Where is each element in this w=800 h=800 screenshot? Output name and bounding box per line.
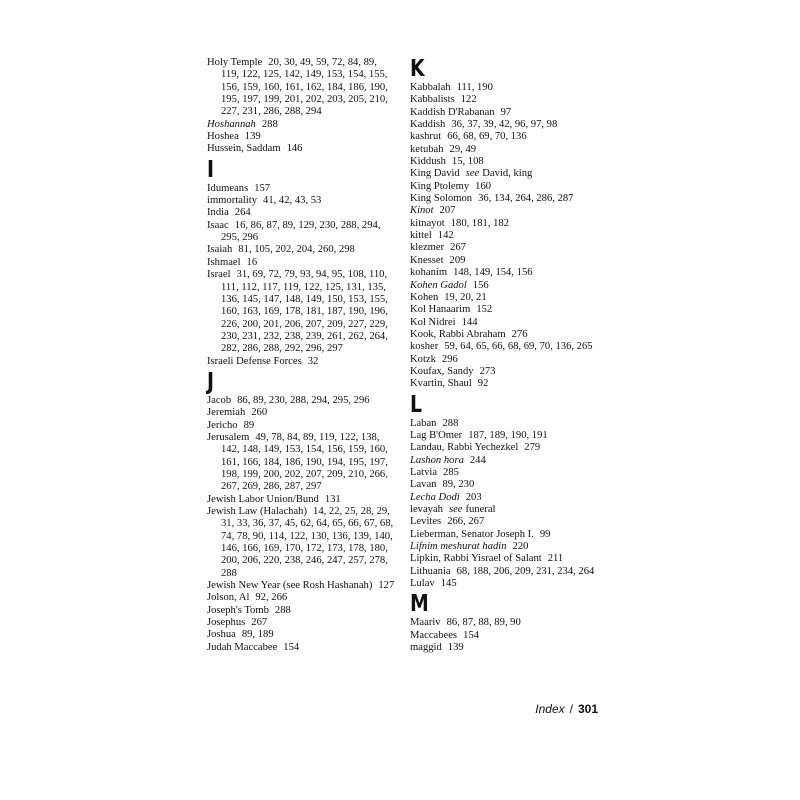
- page-references: 15, 108: [451, 156, 484, 168]
- page-references: 276: [511, 328, 528, 340]
- index-term: Israel: [207, 269, 231, 281]
- index-term: klezmer: [410, 242, 445, 254]
- page-references: 41, 42, 43, 53: [263, 195, 322, 207]
- page-references: 148, 149, 154, 156: [453, 267, 533, 279]
- index-entry: [410, 230, 610, 242]
- index-entry: [410, 467, 610, 479]
- index-entry: [207, 119, 397, 131]
- index-entry: [410, 642, 610, 654]
- page-references: 296: [441, 353, 458, 365]
- page-references: 92, 266: [255, 592, 288, 604]
- index-entry: [207, 57, 397, 119]
- index-term: Isaac: [207, 219, 229, 231]
- index-term: Hoshannah: [207, 118, 256, 130]
- index-term: Kiddush: [410, 156, 446, 168]
- index-entry: [410, 430, 610, 442]
- page-references: 288: [261, 118, 278, 130]
- index-entry: [410, 354, 610, 366]
- index-term: Kohen: [410, 291, 439, 303]
- page-references: 31, 69, 72, 79, 93, 94, 95, 108, 110, 111, 112, 117, 119, 122, 125, 131, 135, 136, 145, 147, 148, 149, 150, 153, 155, 160, 163, 169, 178, 181, 187, 190, 196, 226, 200, 201, 206, 207, 209, 227, 229, 230, 231, 232, 238, 239, 261, 262, 264, 282, 286, 288, 292, 296, 297: [221, 269, 388, 355]
- index-entry: [410, 516, 610, 528]
- section-letter: M: [410, 591, 429, 618]
- index-term: Kohen Gadol: [410, 279, 467, 291]
- index-term: Hussein, Saddam: [207, 143, 281, 155]
- index-entry: [207, 494, 397, 506]
- index-term: Kabbalists: [410, 94, 455, 106]
- page-references: 139: [447, 642, 464, 654]
- index-term: Maccabees: [410, 629, 458, 641]
- index-term: King Ptolemy: [410, 180, 470, 192]
- index-term: Judah Maccabee: [207, 641, 278, 653]
- index-entry: [410, 329, 610, 341]
- page-references: 144: [461, 316, 478, 328]
- index-term: immortality: [207, 195, 258, 207]
- index-entry: [207, 617, 397, 629]
- index-term: maggid: [410, 642, 442, 654]
- index-entry: [207, 642, 397, 654]
- index-term: Isaiah: [207, 244, 233, 256]
- index-entry: [207, 592, 397, 604]
- index-term: kashrut: [410, 131, 442, 143]
- section-letter: J: [207, 368, 215, 395]
- index-entry: [410, 566, 610, 578]
- page-references: 29, 49: [449, 143, 477, 155]
- index-term: Ishmael: [207, 256, 241, 268]
- index-entry: [410, 181, 610, 193]
- index-entry: [410, 218, 610, 230]
- page-references: 81, 105, 202, 204, 260, 298: [238, 244, 355, 256]
- page-references: 203: [465, 491, 482, 503]
- index-entry: [410, 107, 610, 119]
- page-references: 19, 20, 21: [444, 291, 487, 303]
- page-references: 273: [479, 365, 496, 377]
- page-references: 244: [469, 454, 486, 466]
- page-references: 146: [286, 143, 303, 155]
- page-references: 68, 188, 206, 209, 231, 234, 264: [456, 565, 595, 577]
- index-term: Lecha Dodi: [410, 491, 460, 503]
- page-references: 36, 134, 264, 286, 287: [478, 193, 574, 205]
- page-references: 260: [251, 407, 268, 419]
- page-references: 279: [524, 442, 541, 454]
- index-entry: [410, 131, 610, 143]
- index-entry: [410, 119, 610, 131]
- index-term: ketubah: [410, 143, 444, 155]
- page-references: 66, 68, 69, 70, 136: [447, 131, 527, 143]
- section-letter: I: [207, 156, 215, 183]
- index-entry: [207, 356, 397, 368]
- index-entry: [410, 255, 610, 267]
- page-references: 264: [234, 207, 251, 219]
- index-term: Lithuania: [410, 565, 451, 577]
- index-term: kitnayot: [410, 217, 445, 229]
- index-term: Lipkin, Rabbi Yisrael of Salant: [410, 553, 542, 565]
- index-entry: [410, 292, 610, 304]
- index-entry: [410, 366, 610, 378]
- page-references: 131: [324, 493, 341, 505]
- index-term: Latvia: [410, 466, 438, 478]
- index-term: Kaddish: [410, 119, 446, 131]
- page-references: 127: [378, 580, 395, 592]
- index-term: Maariv: [410, 617, 441, 629]
- index-term: Landau, Rabbi Yechezkel: [410, 442, 519, 454]
- index-entry: [410, 442, 610, 454]
- page-references: 266, 267: [447, 516, 485, 528]
- index-term: Jeremiah: [207, 407, 246, 419]
- index-entry: [410, 144, 610, 156]
- index-entry: [207, 420, 397, 432]
- page-references: 89, 230: [442, 479, 475, 491]
- index-entry: [207, 580, 397, 592]
- index-term: India: [207, 207, 229, 219]
- page-references: 209: [449, 254, 466, 266]
- index-term: Lulav: [410, 578, 435, 590]
- page-references: 99: [539, 528, 551, 540]
- page-references: 36, 37, 39, 42, 96, 97, 98: [451, 119, 558, 131]
- page-references: 122: [460, 94, 477, 106]
- page-references: 32: [307, 355, 319, 367]
- index-term: Idumeans: [207, 182, 249, 194]
- see-reference-label: see: [448, 504, 463, 515]
- index-entry: [410, 280, 610, 292]
- page-references: 160: [475, 180, 492, 192]
- index-term: Hoshea: [207, 131, 239, 143]
- page-references: 111, 190: [456, 82, 493, 93]
- index-term: Kook, Rabbi Abraham: [410, 328, 506, 340]
- index-entry: [207, 183, 397, 195]
- index-term: Knesset: [410, 254, 444, 266]
- page-references: 285: [443, 466, 459, 478]
- index-term: Joseph's Tomb: [207, 604, 269, 616]
- page-references: 187, 189, 190, 191: [468, 429, 548, 441]
- index-term: Laban: [410, 417, 437, 429]
- index-entry: [410, 378, 610, 390]
- page-references: 97: [500, 106, 512, 118]
- index-entry: [207, 131, 397, 143]
- index-term: Kol Nidrei: [410, 316, 456, 328]
- page-references: 89: [243, 419, 255, 431]
- page-references: 92: [477, 378, 489, 390]
- index-term: Jewish Labor Union/Bund: [207, 493, 319, 505]
- index-entry: [207, 220, 397, 245]
- index-term: Lashon hora: [410, 454, 464, 466]
- page-references: 288: [274, 604, 291, 616]
- index-entry: [207, 195, 397, 207]
- page-references: 89, 189: [241, 629, 274, 641]
- page-references: 16: [246, 256, 258, 268]
- index-term: Lifnim meshurat hadin: [410, 541, 507, 553]
- page-references: 180, 181, 182: [450, 217, 509, 229]
- page-references: 49, 78, 84, 89, 119, 122, 138, 142, 148, 149, 153, 154, 156, 159, 160, 161, 166, 184, 186, 190, 194, 195, 197, 198, 199, 200, 202, 207, 209, 210, 266, 267, 269, 286, 287, 297: [221, 431, 388, 493]
- see-reference-label: see: [465, 168, 480, 180]
- index-term: Israeli Defense Forces: [207, 355, 302, 367]
- index-entry: [207, 629, 397, 641]
- section-letter: K: [410, 56, 425, 82]
- page-references: 139: [244, 131, 261, 143]
- index-term: Lieberman, Senator Joseph I.: [410, 528, 534, 540]
- index-term: Jewish New Year (see Rosh Hashanah): [207, 580, 373, 592]
- page-references: 220: [512, 541, 529, 553]
- index-entry: [410, 267, 610, 279]
- index-term: Lavan: [410, 479, 437, 491]
- index-term: Jericho: [207, 419, 238, 431]
- index-term: Joshua: [207, 629, 236, 641]
- index-term: Jolson, Al: [207, 592, 250, 604]
- page-references: 154: [463, 629, 479, 641]
- index-entry: [207, 432, 397, 494]
- page-references: 59, 64, 65, 66, 68, 69, 70, 136, 265: [444, 341, 593, 353]
- page-references: 86, 89, 230, 288, 294, 295, 296: [237, 394, 370, 406]
- index-entry: [207, 207, 397, 219]
- index-entry: [207, 605, 397, 617]
- page-references: 211: [547, 553, 564, 565]
- index-entry: [410, 82, 610, 94]
- see-reference-target: funeral: [465, 504, 496, 515]
- index-entry: [410, 205, 610, 217]
- page-references: 157: [254, 182, 271, 194]
- footer-label: Index: [535, 702, 565, 716]
- index-term: King Solomon: [410, 193, 473, 205]
- page-references: 20, 30, 49, 59, 72, 84, 89, 119, 122, 125, 142, 149, 153, 154, 155, 156, 159, 160, 161, 162, 184, 186, 190, 195, 197, 199, 201, 202, 203, 205, 210, 227, 231, 286, 288, 294: [221, 57, 388, 118]
- index-term: Jerusalem: [207, 431, 250, 443]
- index-entry: [410, 317, 610, 329]
- index-entry: [207, 506, 397, 580]
- index-entry: [410, 156, 610, 168]
- index-entry: [410, 504, 610, 516]
- page-references: 145: [440, 578, 457, 590]
- page-references: 288: [442, 417, 459, 429]
- index-term: Kol Hanaarim: [410, 304, 471, 316]
- index-term: Lag B'Omer: [410, 429, 463, 441]
- page-number: 301: [577, 702, 598, 716]
- index-term: Jewish Law (Halachah): [207, 506, 308, 517]
- page-references: 207: [439, 205, 456, 217]
- index-term: levayah: [410, 504, 443, 515]
- page-references: 156: [472, 279, 489, 291]
- index-column-right: [410, 57, 610, 654]
- index-term: kosher: [410, 341, 439, 353]
- index-term: Holy Temple: [207, 57, 263, 68]
- index-term: Kinot: [410, 205, 434, 217]
- index-entry: [410, 242, 610, 254]
- page-references: 152: [476, 304, 493, 316]
- index-term: Kaddish D'Rabanan: [410, 106, 495, 118]
- index-term: Kotzk: [410, 353, 436, 365]
- index-entry: [410, 304, 610, 316]
- index-entry: [410, 630, 610, 642]
- index-term: King David: [410, 168, 460, 180]
- index-term: Josephus: [207, 617, 246, 629]
- index-entry: [410, 193, 610, 205]
- page-references: 267: [450, 242, 467, 254]
- section-letter: L: [410, 391, 423, 418]
- index-entry: [207, 244, 397, 256]
- index-column-left: [207, 57, 397, 654]
- index-entry: [207, 143, 397, 155]
- index-entry: [207, 257, 397, 269]
- index-entry: [207, 395, 397, 407]
- index-entry: [410, 455, 610, 467]
- page-references: 154: [283, 641, 300, 653]
- page-footer: [513, 702, 598, 716]
- index-entry: [410, 578, 610, 590]
- index-entry: [410, 492, 610, 504]
- index-term: kohanim: [410, 267, 448, 279]
- index-term: Kabbalah: [410, 82, 451, 93]
- page-references: 142: [437, 230, 454, 242]
- index-term: Koufax, Sandy: [410, 365, 474, 377]
- index-entry: [410, 553, 610, 565]
- footer-separator: /: [569, 702, 573, 716]
- index-entry: [410, 94, 610, 106]
- page-references: 16, 86, 87, 89, 129, 230, 288, 294, 295, 296: [221, 219, 381, 244]
- page-references: 267: [251, 617, 268, 629]
- index-term: kittel: [410, 230, 432, 242]
- index-entry: [410, 541, 610, 553]
- page-references: 86, 87, 88, 89, 90: [446, 617, 521, 629]
- index-entry: [410, 479, 610, 491]
- index-entry: [410, 418, 610, 430]
- see-reference-target: David, king: [482, 168, 533, 180]
- page-references: 14, 22, 25, 28, 29, 31, 33, 36, 37, 45, 62, 64, 65, 66, 67, 68, 74, 78, 90, 114, 122, 130, 136, 139, 140, 146, 166, 169, 170, 172, 173, 178, 180, 200, 206, 220, 238, 246, 247, 257, 278, 288: [221, 506, 394, 579]
- index-entry: [207, 407, 397, 419]
- index-entry: [410, 341, 610, 353]
- index-entry: [207, 269, 397, 355]
- index-entry: [410, 529, 610, 541]
- index-entry: [410, 617, 610, 629]
- index-term: Jacob: [207, 394, 232, 406]
- index-term: Levites: [410, 516, 442, 528]
- index-term: Kvartin, Shaul: [410, 378, 472, 390]
- index-entry: [410, 168, 610, 180]
